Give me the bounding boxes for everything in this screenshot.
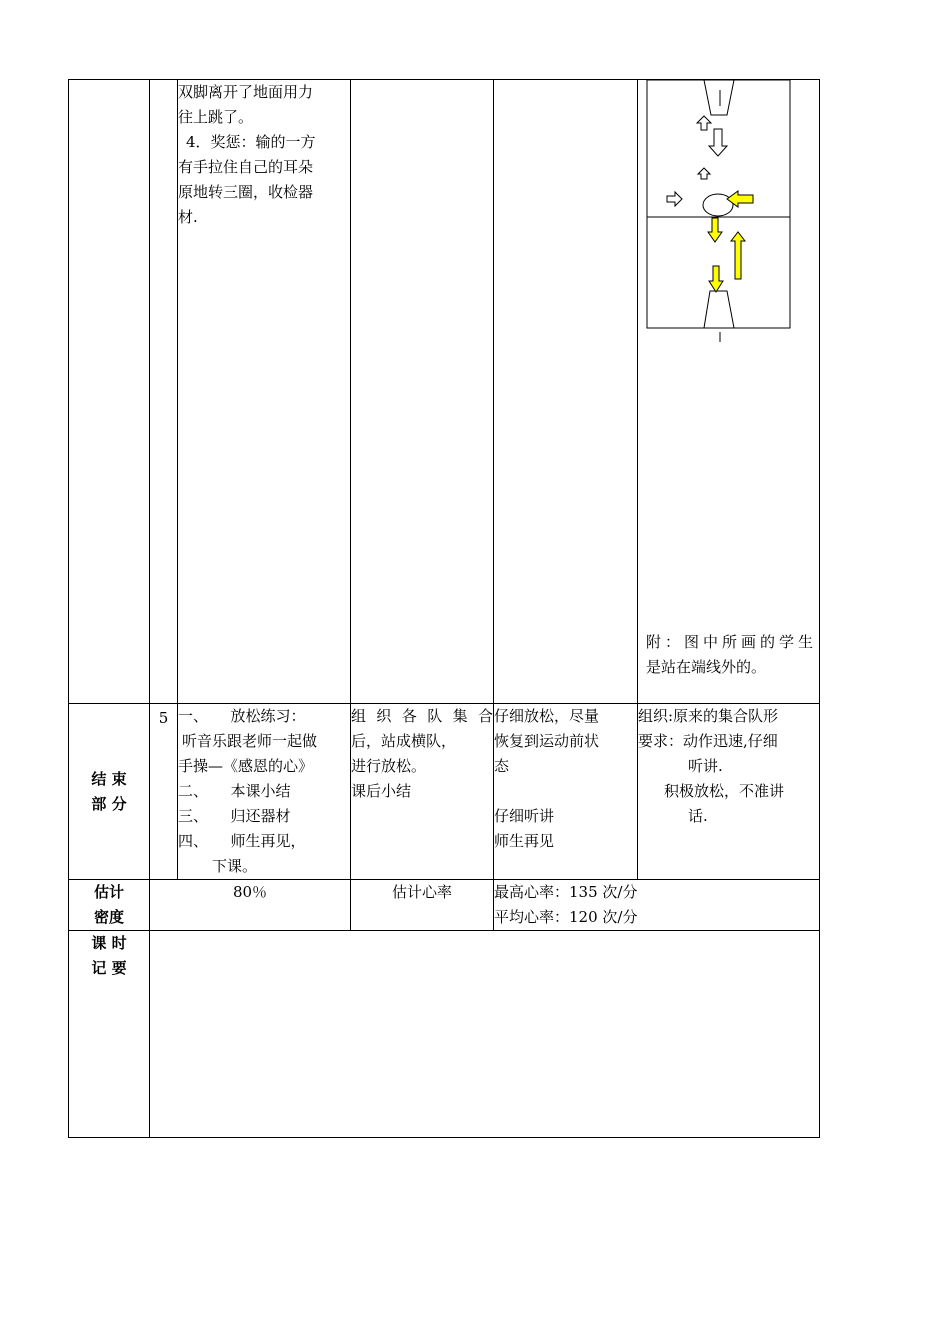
- content-line: 一、 放松练习：: [178, 707, 306, 725]
- content-line: 往上跳了。: [178, 108, 254, 126]
- bottom-basket: [704, 291, 734, 328]
- game-content-cell: [178, 80, 351, 704]
- teacher-line: 课后小结: [351, 782, 412, 800]
- org-line: 要求：动作迅速,仔细: [638, 732, 778, 750]
- content-line: 原地转三圈，收检器: [178, 183, 314, 201]
- density-value: 80％: [150, 880, 351, 931]
- teacher-line: 进行放松。: [351, 757, 427, 775]
- ending-student-cell: [494, 704, 638, 880]
- teacher-activity-cell: [351, 80, 494, 704]
- density-label-line: 估计: [93, 883, 124, 901]
- down-arrow-icon: [709, 129, 727, 156]
- ending-label-line: 结 束: [91, 769, 127, 788]
- content-line: 双脚离开了地面用力: [178, 83, 314, 101]
- org-line: 听讲.: [688, 757, 723, 775]
- right-arrow-icon: [667, 192, 682, 206]
- note-line: 是站在端线外的。: [646, 658, 767, 676]
- content-line: 三、 归还器材: [178, 807, 291, 825]
- org-line: 组织:原来的集合队形: [638, 707, 779, 725]
- notes-row: [69, 931, 820, 1138]
- content-line: 材.: [178, 208, 198, 226]
- heart-rate-label: 估计心率: [351, 880, 494, 931]
- section-label-cell: [69, 80, 150, 704]
- lesson-plan-table: [68, 79, 820, 1138]
- yellow-down-arrow-lower-icon: [709, 266, 723, 292]
- ending-section-label: [69, 704, 150, 880]
- top-basket: [704, 80, 734, 115]
- content-line: 手操—《感恩的心》: [178, 757, 314, 775]
- yellow-down-arrow-icon: [708, 218, 722, 242]
- max-heart-rate: 最高心率：135 次/分: [494, 883, 638, 901]
- time-cell: [150, 80, 178, 704]
- notes-label-line: 记 要: [91, 959, 127, 977]
- content-line: 下课。: [212, 857, 258, 875]
- ending-organization-cell: [638, 704, 820, 880]
- content-line: 听音乐跟老师一起做: [182, 732, 318, 750]
- density-label: [69, 880, 150, 931]
- heart-rate-values: [494, 880, 820, 931]
- game-section-row: [69, 80, 820, 704]
- density-label-line: 密度: [93, 908, 124, 926]
- student-line: 仔细听讲: [494, 807, 555, 825]
- notes-label-line: 课 时: [91, 934, 127, 952]
- small-up-arrow-icon: [698, 168, 710, 179]
- ending-label-line: 部 分: [91, 794, 127, 813]
- court-diagram-svg: [638, 80, 820, 630]
- content-line: 4．奖惩：输的一方: [186, 133, 316, 151]
- content-line: 四、 师生再见，: [178, 832, 306, 850]
- diagram-note: [638, 630, 819, 680]
- student-line-blank: [494, 779, 637, 804]
- teacher-line: 组 织 各 队 集 合: [351, 707, 493, 725]
- ending-teacher-cell: [351, 704, 494, 880]
- student-line: 仔细放松，尽量: [494, 707, 600, 725]
- ending-content-cell: [178, 704, 351, 880]
- court-diagram: [638, 80, 819, 630]
- yellow-up-arrow-icon: [731, 232, 745, 279]
- ending-section-row: [69, 704, 820, 880]
- student-line: 态: [494, 757, 510, 775]
- content-line: 二、 本课小结: [178, 782, 291, 800]
- content-line: 有手拉住自己的耳朵: [178, 158, 314, 176]
- avg-heart-rate: 平均心率：120 次/分: [494, 908, 638, 926]
- org-line: 积极放松，不准讲: [664, 782, 785, 800]
- student-activity-cell: [494, 80, 638, 704]
- density-row: [69, 880, 820, 931]
- student-line: 恢复到运动前状: [494, 732, 600, 750]
- note-line: 附：图中所画的学生: [646, 633, 813, 651]
- up-arrow-icon: [697, 116, 711, 130]
- organization-cell: [638, 80, 820, 704]
- student-line: 师生再见: [494, 832, 555, 850]
- teacher-line: 后，站成横队，: [351, 732, 457, 750]
- ending-time-cell: 5: [150, 704, 178, 880]
- notes-content: [150, 931, 820, 1138]
- org-line: 话.: [688, 807, 708, 825]
- notes-label: [69, 931, 150, 1138]
